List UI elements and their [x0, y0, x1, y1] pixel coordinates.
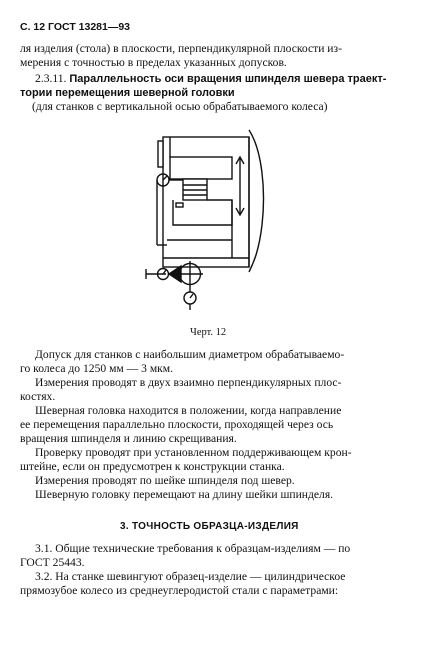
motion-arrow	[236, 157, 244, 215]
paragraph-a-line-1: ля изделия (стола) в плоскости, перпендикулярной плоскости из-	[20, 42, 342, 55]
item-3-2-line-2: прямозубое колесо из среднеуглеродистой стали с параметрами:	[20, 584, 339, 597]
head-position-line-1: Шеверная головка находится в положении, когда направление	[35, 404, 342, 417]
machine-frame-edge	[249, 130, 263, 272]
section-3-title: 3. ТОЧНОСТЬ ОБРАЗЦА-ИЗДЕЛИЯ	[120, 521, 299, 532]
item-number: 2.3.11.	[35, 72, 67, 85]
check-line-2: штейне, если он предусмотрен к конструкции станка.	[20, 460, 285, 473]
item-3-2-line-1: 3.2. На станке шевингуют образец-изделие — цилиндрическое	[35, 570, 346, 583]
figure-caption: Черт. 12	[190, 327, 227, 338]
shaver-head	[170, 157, 232, 200]
measure-1-line-2: костях.	[20, 390, 56, 403]
item-title-line-2: тории перемещения шеверной головки	[20, 87, 235, 99]
tolerance-line-1: Допуск для станков с наибольшим диаметром обрабатываемо-	[35, 348, 345, 361]
lower-indicator-assembly	[146, 261, 203, 310]
check-line-1: Проверку проводят при установленном поддерживающем крон-	[35, 446, 352, 459]
head-position-line-2: ее перемещения параллельно плоскости, проходящей через ось	[20, 418, 334, 431]
paragraph-a-line-2: мерения с точностью в пределах указанных допусков.	[20, 56, 287, 69]
item-3-1-line-2: ГОСТ 25443.	[20, 556, 85, 569]
tolerance-line-2: го колеса до 1250 мм — 3 мкм.	[20, 362, 174, 375]
page-header: С. 12 ГОСТ 13281—93	[20, 21, 131, 33]
move-line: Шеверную головку перемещают на длину шейки шпинделя.	[35, 488, 334, 501]
item-subtitle: (для станков с вертикальной осью обрабатываемого колеса)	[32, 100, 328, 113]
item-3-1-line-1: 3.1. Общие технические требования к образцам-изделиям — по	[35, 542, 351, 555]
item-title-line-1: Параллельность оси вращения шпинделя шевера траект-	[69, 73, 387, 85]
upper-indicator	[157, 174, 183, 245]
measure-2-line: Измерения проводят по шейке шпинделя под шевер.	[35, 474, 295, 487]
head-position-line-3: вращения шпинделя и линию скрещивания.	[20, 432, 237, 445]
measure-1-line-1: Измерения проводят в двух взаимно перпендикулярных плос-	[35, 376, 342, 389]
